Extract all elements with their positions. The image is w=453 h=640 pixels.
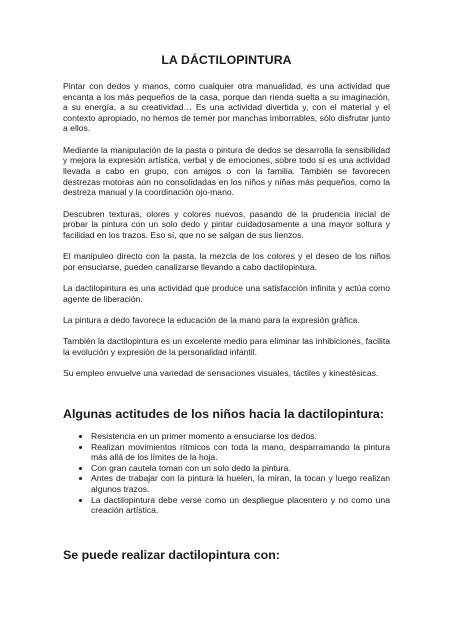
paragraph: La pintura a dedo favorece la educación de la mano para la expresión gráfica.: [63, 315, 360, 326]
list-item: • Realizan movimientos rítmicos con toda la mano, desparramando la pintura más allá de los límites de la hoja.: [91, 442, 390, 463]
attitudes-list: [63, 431, 390, 516]
document-title: LA DÁCTILOPINTURA: [161, 53, 292, 67]
list-item: • La dactilopintura debe verse como un despliegue placentero y no como una creación artística.: [91, 495, 390, 516]
paragraph: Su empleo envuelve una variedad de sensaciones visuales, táctiles y kinestésicas.: [63, 368, 379, 379]
paragraph: Descubren texturas, olores y colores nuevos, pasando de la prudencia inicial de probar la pintura con un solo dedo y pintar cuidadosamente a una mayor soltura y facilidad en los trazos. Eso sí, que no se salgan de sus lienzos.: [63, 208, 390, 240]
paragraph: Pintar con dedos y manos, como cualquier otra manualidad, es una actividad que encanta a los más pequeños de la casa, porque dan rienda suelta a su imaginación, a su energía, a su creatividad… Es una actividad divertida y, con el material y el contexto apropiado, no hemos de temer por manchas imborrables, sólo disfrutar junto a ellos.: [63, 81, 390, 134]
paragraph: Mediante la manipulación de la pasta o pintura de dedos se desarrolla la sensibilidad y mejora la expresión artística, verbal y de emociones, sobre todo si es una actividad llevada a cabo en grupo, con amigos o con la familia. También se favorecen destrezas motoras aún no consolidadas en los niños y niñas más pequeños, como la destreza manual y la coordinación ojo-mano.: [63, 144, 390, 198]
list-item: • Resistencia en un primer momento a ensuciarse los dedos.: [91, 431, 390, 442]
paragraph: La dactilopintura es una actividad que produce una satisfacción infinita y actúa como agente de liberación.: [63, 283, 390, 304]
list-item: • Con gran cautela toman con un solo dedo la pintura.: [91, 463, 390, 474]
section-heading-attitudes: Algunas actitudes de los niños hacia la dactilopintura:: [63, 407, 384, 422]
list-item: • Antes de trabajar con la pintura la huelen, la miran, la tocan y luego realizan algunos trazos.: [91, 473, 390, 494]
section-heading-materials: Se puede realizar dactilopintura con:: [63, 547, 280, 562]
paragraph: También la dactilopintura es un excelente medio para eliminar las inhibiciones, facilita la evolución y expresión de la personalidad infantil.: [63, 336, 390, 358]
paragraph: El manipuleo directo con la pasta, la mezcla de los colores y el deseo de los niños por ensuciarse, pueden canalizarse llevando a cabo dactilopintura.: [63, 251, 390, 272]
